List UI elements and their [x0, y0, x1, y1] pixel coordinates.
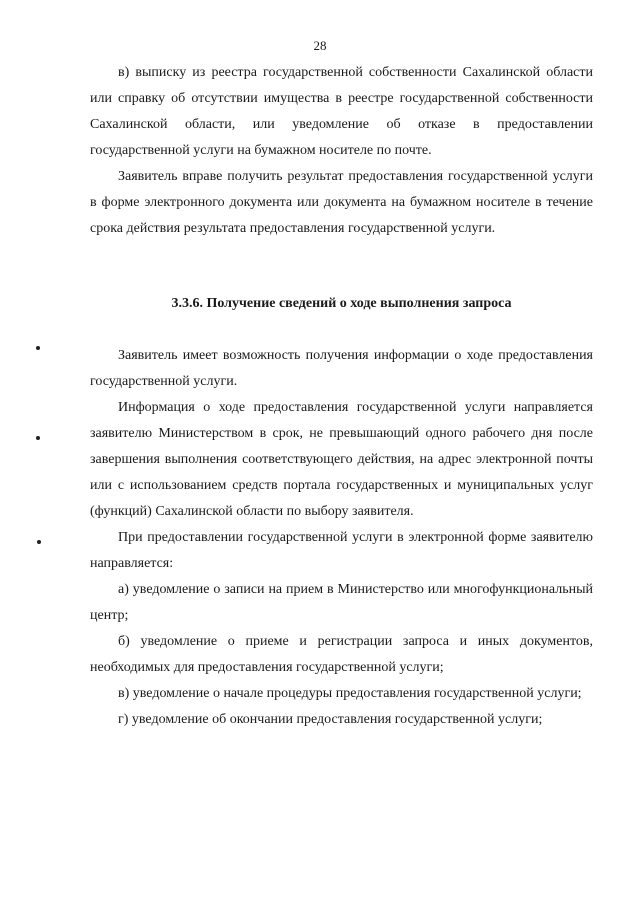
section-heading: 3.3.6. Получение сведений о ходе выполнения запроса — [171, 296, 512, 311]
list-item-v: в) уведомление о начале процедуры предоставления государственной услуги; — [118, 686, 582, 701]
paragraph-result-format: Заявитель вправе получить результат предоставления государственной услуги в форме электронного документа или документа на бумажном носителе в течение срока действия результата предоставления государственной услуги. — [90, 169, 593, 236]
list-item-g: г) уведомление об окончании предоставления государственной услуги; — [118, 712, 543, 727]
section-text-block — [90, 343, 593, 733]
scan-mark-dot — [36, 346, 40, 350]
scan-mark-dot — [37, 540, 41, 544]
list-item-b: б) уведомление о приеме и регистрации запроса и иных документов, необходимых для предоставления государственной услуги; — [90, 634, 593, 675]
paragraph-info-delivery: Информация о ходе предоставления государственной услуги направляется заявителю Министерством в срок, не превышающий одного рабочего дня после завершения выполнения соответствующего действия, на адрес электронной почты или с использованием средств портала государственных и муниципальных услуг (функций) Сахалинской области по выбору заявителя. — [90, 400, 593, 519]
list-item-a: а) уведомление о записи на прием в Министерство или многофункциональный центр; — [90, 582, 593, 623]
paragraph-electronic-notifications: При предоставлении государственной услуги в электронной форме заявителю направляется: — [90, 530, 593, 571]
page-number: 28 — [313, 38, 327, 53]
paragraph-extract-item: в) выписку из реестра государственной собственности Сахалинской области или справку об отсутствии имущества в реестре государственной собственности Сахалинской области, или уведомление об отказе в предоставлении государственной услуги на бумажном носителе по почте. — [90, 65, 593, 158]
scan-mark-dot — [36, 436, 40, 440]
paragraph-info-possibility: Заявитель имеет возможность получения информации о ходе предоставления государственной услуги. — [90, 348, 593, 389]
top-text-block — [90, 60, 593, 242]
